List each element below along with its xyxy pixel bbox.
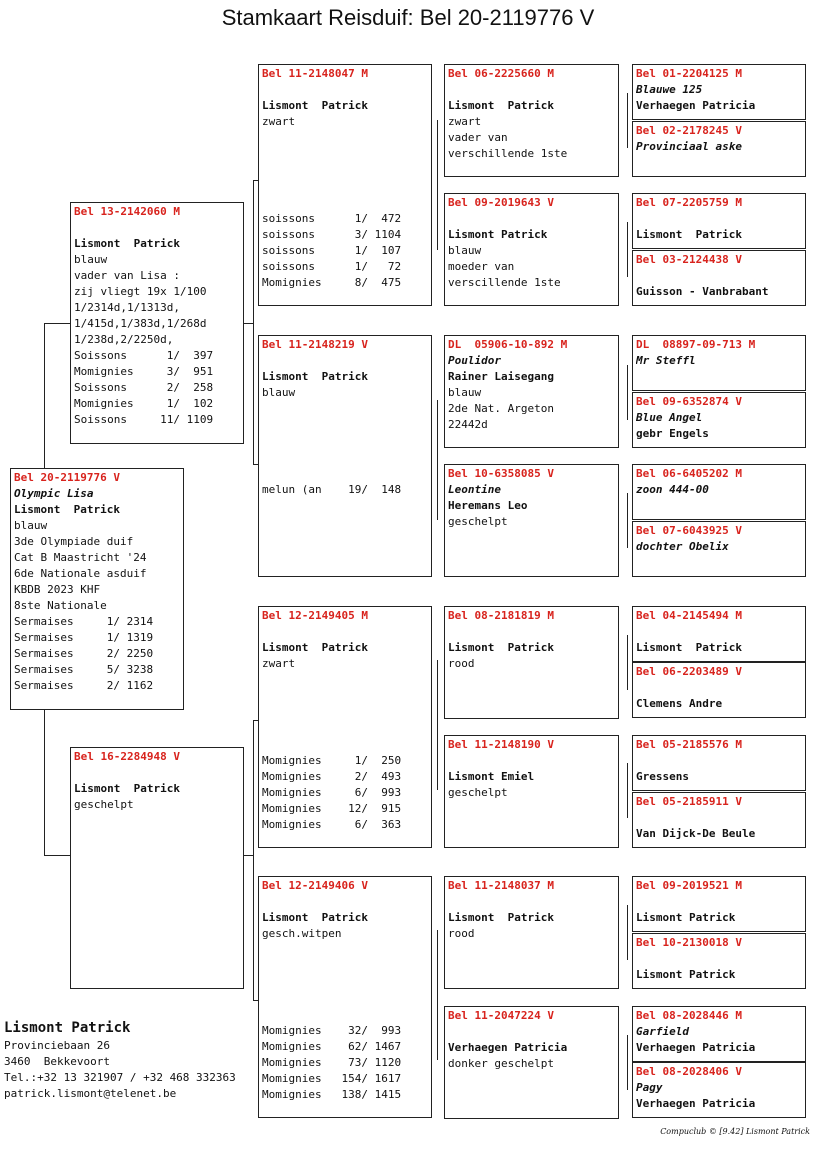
ring-number: Bel 09-2019643 V bbox=[448, 196, 554, 209]
breeder-name: Lismont Emiel bbox=[448, 770, 535, 783]
breeder-name: gebr Engels bbox=[636, 427, 709, 440]
breeder-name: Lismont Patrick bbox=[262, 641, 368, 654]
ring-number: Bel 10-6358085 V bbox=[448, 467, 554, 480]
ring-number: Bel 06-6405202 M bbox=[636, 467, 742, 480]
pigeon-card-g4 bbox=[632, 1006, 806, 1062]
detail-line: Cat B Maastricht '24 bbox=[14, 551, 147, 564]
detail-line: blauw bbox=[14, 519, 48, 532]
ring-number: Bel 11-2148037 M bbox=[448, 879, 554, 892]
breeder-name: Heremans Leo bbox=[448, 499, 528, 512]
ring-number: Bel 08-2028446 M bbox=[636, 1009, 742, 1022]
pigeon-name: Mr Steffl bbox=[636, 354, 696, 367]
pigeon-card-gp3 bbox=[258, 606, 432, 848]
ring-number: Bel 06-2203489 V bbox=[636, 665, 742, 678]
ring-number: Bel 12-2149406 V bbox=[262, 879, 368, 892]
connector bbox=[627, 93, 628, 148]
pigeon-card-g4 bbox=[632, 606, 806, 662]
pigeon-card-g4 bbox=[632, 392, 806, 448]
pigeon-card-g3 bbox=[444, 1006, 619, 1119]
connector bbox=[243, 855, 253, 856]
connector bbox=[44, 323, 71, 324]
pigeon-card-subject bbox=[10, 468, 184, 710]
result-line: Momignies 12/ 915 bbox=[262, 802, 402, 815]
pigeon-card-g4 bbox=[632, 121, 806, 177]
ring-number: Bel 11-2148047 M bbox=[262, 67, 368, 80]
connector bbox=[437, 120, 438, 250]
ring-number: Bel 11-2148190 V bbox=[448, 738, 554, 751]
result-line: Momignies 62/ 1467 bbox=[262, 1040, 402, 1053]
detail-line: 3de Olympiade duif bbox=[14, 535, 134, 548]
breeder-name: Lismont Patrick bbox=[262, 370, 368, 383]
connector bbox=[627, 222, 628, 277]
pigeon-card-g4 bbox=[632, 521, 806, 577]
detail-line: 2de Nat. Argeton bbox=[448, 402, 554, 415]
page-title: Stamkaart Reisduif: Bel 20-2119776 V bbox=[221, 5, 595, 30]
pigeon-name: Blue Angel bbox=[636, 411, 703, 424]
detail-line: KBDB 2023 KHF bbox=[14, 583, 101, 596]
detail-line: geschelpt bbox=[448, 515, 508, 528]
pigeon-name: Pagy bbox=[636, 1081, 663, 1094]
ring-number: Bel 08-2181819 M bbox=[448, 609, 554, 622]
detail-line: vader van bbox=[448, 131, 508, 144]
pigeon-card-g4 bbox=[632, 662, 806, 718]
result-line: soissons 1/ 472 bbox=[262, 212, 402, 225]
breeder-name: Verhaegen Patricia bbox=[636, 99, 756, 112]
detail-line: zij vliegt 19x 1/100 bbox=[74, 285, 207, 298]
pigeon-name: Poulidor bbox=[448, 354, 501, 367]
ring-number: Bel 01-2204125 M bbox=[636, 67, 742, 80]
pigeon-card-gp4 bbox=[258, 876, 432, 1118]
ring-number: Bel 06-2225660 M bbox=[448, 67, 554, 80]
result-line: soissons 1/ 107 bbox=[262, 244, 402, 257]
breeder-name: Rainer Laisegang bbox=[448, 370, 554, 383]
detail-line: vader van Lisa : bbox=[74, 269, 180, 282]
ring-number: Bel 11-2148219 V bbox=[262, 338, 368, 351]
ring-number: DL 08897-09-713 M bbox=[636, 338, 756, 351]
ring-number: Bel 04-2145494 M bbox=[636, 609, 742, 622]
breeder-name: Lismont Patrick bbox=[636, 968, 736, 981]
pigeon-card-gp2 bbox=[258, 335, 432, 577]
result-line: Soissons 2/ 258 bbox=[74, 381, 214, 394]
breeder-name bbox=[636, 369, 802, 385]
detail-line: moeder van bbox=[448, 260, 515, 273]
breeder-name: Gressens bbox=[636, 770, 689, 783]
breeder-name bbox=[636, 498, 802, 514]
pigeon-card-g3 bbox=[444, 335, 619, 448]
ring-number: Bel 10-2130018 V bbox=[636, 936, 742, 949]
pigeon-card-g4 bbox=[632, 250, 806, 306]
result-line: Momignies 1/ 102 bbox=[74, 397, 214, 410]
owner-city: 3460 Bekkevoort bbox=[4, 1055, 110, 1068]
breeder-name: Lismont Patrick bbox=[74, 237, 180, 250]
breeder-name: Lismont Patrick bbox=[448, 641, 554, 654]
result-line: soissons 1/ 72 bbox=[262, 260, 402, 273]
pigeon-name: Leontine bbox=[448, 483, 501, 496]
pigeon-name: Blauwe 125 bbox=[636, 83, 703, 96]
ring-number: Bel 07-2205759 M bbox=[636, 196, 742, 209]
pigeon-card-g4 bbox=[632, 64, 806, 120]
breeder-name: Clemens Andre bbox=[636, 697, 723, 710]
pigeon-name bbox=[636, 753, 802, 769]
pigeon-card-g3 bbox=[444, 606, 619, 719]
breeder-name: Lismont Patrick bbox=[636, 228, 742, 241]
detail-line: blauw bbox=[262, 386, 296, 399]
result-line: Momignies 8/ 475 bbox=[262, 276, 402, 289]
pigeon-card-g3 bbox=[444, 464, 619, 577]
breeder-name: Lismont Patrick bbox=[262, 99, 368, 112]
ring-number: Bel 16-2284948 V bbox=[74, 750, 180, 763]
result-line: Momignies 3/ 951 bbox=[74, 365, 214, 378]
connector bbox=[243, 323, 253, 324]
pigeon-name bbox=[636, 680, 802, 696]
breeder-name: Lismont Patrick bbox=[636, 911, 736, 924]
ring-number: Bel 11-2047224 V bbox=[448, 1009, 554, 1022]
pigeon-name bbox=[636, 951, 802, 967]
breeder-name bbox=[636, 555, 802, 571]
pigeon-card-dam bbox=[70, 747, 244, 989]
pigeon-card-g3 bbox=[444, 876, 619, 989]
ring-number: Bel 20-2119776 V bbox=[14, 471, 120, 484]
connector bbox=[44, 323, 45, 468]
breeder-name: Lismont Patrick bbox=[448, 911, 554, 924]
breeder-name bbox=[636, 155, 802, 171]
result-line: melun (an 19/ 148 bbox=[262, 483, 402, 496]
breeder-name: Lismont Patrick bbox=[14, 503, 120, 516]
detail-line: 1/238d,2/2250d, bbox=[74, 333, 174, 346]
pigeon-card-g3 bbox=[444, 193, 619, 306]
detail-line: blauw bbox=[448, 244, 482, 257]
pigeon-name bbox=[636, 268, 802, 284]
pigeon-card-g4 bbox=[632, 1062, 806, 1118]
ring-number: Bel 05-2185911 V bbox=[636, 795, 742, 808]
connector bbox=[437, 400, 438, 520]
pigeon-name: dochter Obelix bbox=[636, 540, 729, 553]
pigeon-card-g4 bbox=[632, 876, 806, 932]
detail-line: gesch.witpen bbox=[262, 927, 342, 940]
detail-line: blauw bbox=[448, 386, 482, 399]
detail-line: donker geschelpt bbox=[448, 1057, 554, 1070]
pigeon-name bbox=[636, 810, 802, 826]
connector bbox=[253, 720, 254, 1000]
ring-number: DL 05906-10-892 M bbox=[448, 338, 568, 351]
pigeon-card-sire bbox=[70, 202, 244, 444]
detail-line: rood bbox=[448, 927, 475, 940]
pigeon-card-gp1 bbox=[258, 64, 432, 306]
pigeon-name bbox=[636, 624, 802, 640]
owner-block bbox=[4, 1018, 236, 1102]
ring-number: Bel 13-2142060 M bbox=[74, 205, 180, 218]
owner-email: patrick.lismont@telenet.be bbox=[4, 1087, 177, 1100]
pigeon-card-g4 bbox=[632, 792, 806, 848]
connector bbox=[627, 905, 628, 960]
ring-number: Bel 12-2149405 M bbox=[262, 609, 368, 622]
connector bbox=[627, 635, 628, 690]
breeder-name: Lismont Patrick bbox=[448, 99, 554, 112]
detail-line: verscillende 1ste bbox=[448, 276, 561, 289]
ring-number: Bel 09-2019521 M bbox=[636, 879, 742, 892]
detail-line: zwart bbox=[262, 657, 296, 670]
result-line: Sermaises 5/ 3238 bbox=[14, 663, 154, 676]
detail-line: zwart bbox=[448, 115, 482, 128]
result-line: Momignies 32/ 993 bbox=[262, 1024, 402, 1037]
connector bbox=[44, 710, 45, 855]
ring-number: Bel 08-2028406 V bbox=[636, 1065, 742, 1078]
result-line: Momignies 138/ 1415 bbox=[262, 1088, 402, 1101]
pigeon-card-g4 bbox=[632, 193, 806, 249]
result-line: Momignies 1/ 250 bbox=[262, 754, 402, 767]
ring-number: Bel 02-2178245 V bbox=[636, 124, 742, 137]
connector bbox=[627, 1035, 628, 1090]
result-line: Momignies 6/ 993 bbox=[262, 786, 402, 799]
breeder-name: Lismont Patrick bbox=[448, 228, 548, 241]
connector bbox=[627, 493, 628, 548]
detail-line: 1/415d,1/383d,1/268d bbox=[74, 317, 207, 330]
detail-line: 6de Nationale asduif bbox=[14, 567, 147, 580]
pigeon-card-g4 bbox=[632, 735, 806, 791]
result-line: Momignies 6/ 363 bbox=[262, 818, 402, 831]
detail-line: verschillende 1ste bbox=[448, 147, 568, 160]
breeder-name: Verhaegen Patricia bbox=[448, 1041, 568, 1054]
ring-number: Bel 09-6352874 V bbox=[636, 395, 742, 408]
pigeon-card-g4 bbox=[632, 335, 806, 391]
connector bbox=[253, 180, 254, 464]
connector bbox=[627, 763, 628, 818]
pigeon-card-g3 bbox=[444, 735, 619, 848]
breeder-name: Lismont Patrick bbox=[262, 911, 368, 924]
pigeon-name: zoon 444-00 bbox=[636, 483, 709, 496]
pigeon-card-g4 bbox=[632, 933, 806, 989]
owner-phone: Tel.:+32 13 321907 / +32 468 332363 bbox=[4, 1071, 236, 1084]
result-line: Momignies 2/ 493 bbox=[262, 770, 402, 783]
footer-credit: Compuclub © [9.42] Lismont Patrick bbox=[660, 1127, 810, 1136]
result-line: Soissons 11/ 1109 bbox=[74, 413, 214, 426]
result-line: soissons 3/ 1104 bbox=[262, 228, 402, 241]
owner-name: Lismont Patrick bbox=[4, 1020, 131, 1036]
breeder-name: Verhaegen Patricia bbox=[636, 1097, 756, 1110]
detail-line: zwart bbox=[262, 115, 296, 128]
connector bbox=[437, 660, 438, 790]
breeder-name: Lismont Patrick bbox=[74, 782, 180, 795]
result-line: Sermaises 2/ 2250 bbox=[14, 647, 154, 660]
result-line: Momignies 154/ 1617 bbox=[262, 1072, 402, 1085]
result-line: Soissons 1/ 397 bbox=[74, 349, 214, 362]
breeder-name: Verhaegen Patricia bbox=[636, 1041, 756, 1054]
result-line: Sermaises 1/ 1319 bbox=[14, 631, 154, 644]
connector bbox=[44, 855, 71, 856]
pigeon-name bbox=[636, 211, 802, 227]
result-line: Sermaises 1/ 2314 bbox=[14, 615, 154, 628]
detail-line: 22442d bbox=[448, 418, 488, 431]
result-line: Sermaises 2/ 1162 bbox=[14, 679, 154, 692]
owner-address: Provinciebaan 26 bbox=[4, 1039, 110, 1052]
ring-number: Bel 07-6043925 V bbox=[636, 524, 742, 537]
detail-line: rood bbox=[448, 657, 475, 670]
pigeon-name: Olympic Lisa bbox=[14, 487, 94, 500]
breeder-name: Van Dijck-De Beule bbox=[636, 827, 756, 840]
pigeon-name bbox=[636, 894, 802, 910]
ring-number: Bel 03-2124438 V bbox=[636, 253, 742, 266]
breeder-name: Guisson - Vanbrabant bbox=[636, 285, 769, 298]
connector bbox=[627, 365, 628, 420]
detail-line: geschelpt bbox=[448, 786, 508, 799]
pigeon-name: Provinciaal aske bbox=[636, 140, 742, 153]
pigeon-card-g4 bbox=[632, 464, 806, 520]
pigeon-name: Garfield bbox=[636, 1025, 689, 1038]
detail-line: 1/2314d,1/1313d, bbox=[74, 301, 180, 314]
detail-line: blauw bbox=[74, 253, 108, 266]
pigeon-card-g3 bbox=[444, 64, 619, 177]
detail-line: 8ste Nationale bbox=[14, 599, 107, 612]
connector bbox=[437, 930, 438, 1060]
breeder-name: Lismont Patrick bbox=[636, 641, 742, 654]
detail-line: geschelpt bbox=[74, 798, 134, 811]
ring-number: Bel 05-2185576 M bbox=[636, 738, 742, 751]
result-line: Momignies 73/ 1120 bbox=[262, 1056, 402, 1069]
